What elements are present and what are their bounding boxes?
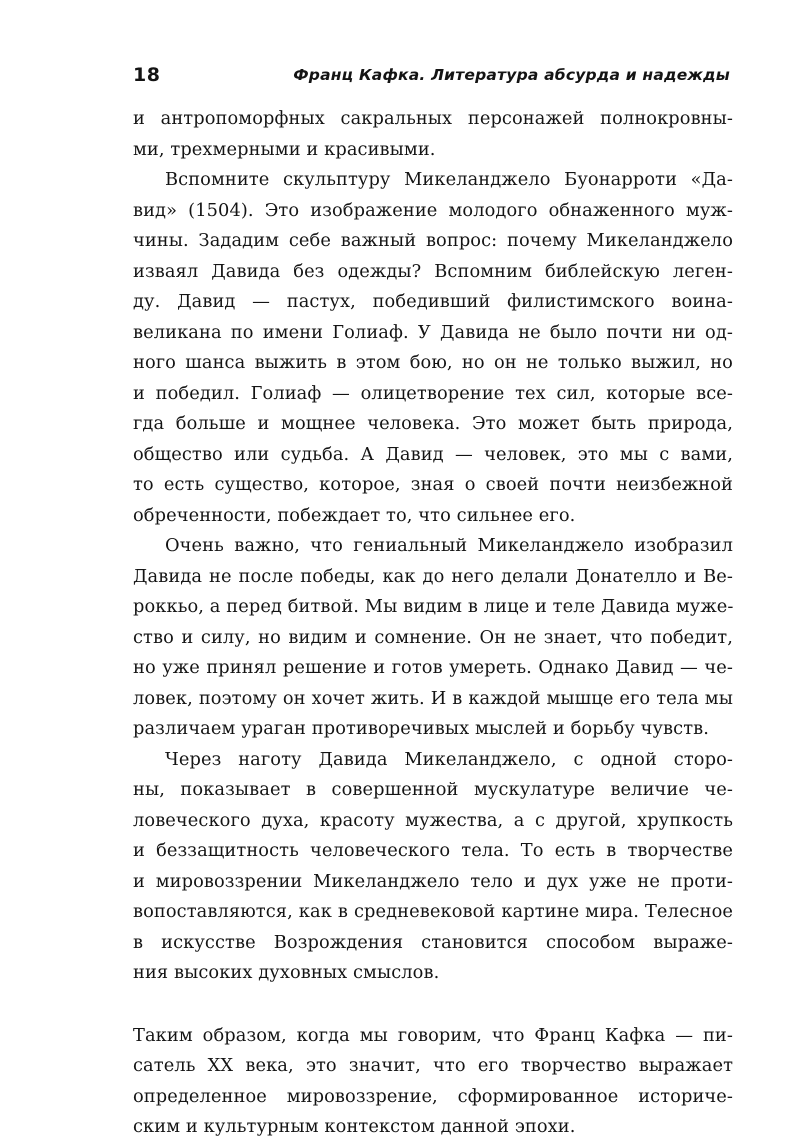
running-header [133, 60, 730, 90]
text-line: ство и силу, но видим и сомнение. Он не знает, что победит, [133, 627, 733, 648]
text-line: сатель XX века, это значит, что его творчество выражает [133, 1055, 733, 1076]
text-line: вид» (1504). Это изображение молодого обнаженного муж- [133, 200, 733, 221]
text-line: ного шанса выжить в этом бою, но он не только выжил, но [133, 352, 733, 373]
text-line: ны, показывает в совершенной мускулатуре величие че- [133, 779, 733, 800]
text-line: гда больше и мощнее человека. Это может быть природа, [133, 413, 733, 434]
text-line: различаем ураган противоречивых мыслей и борьбу чувств. [133, 718, 710, 739]
text-line: ния высоких духовных смыслов. [133, 962, 440, 983]
text-line: определенное мировоззрение, сформированное историче- [133, 1086, 733, 1107]
text-line: и беззащитность человеческого тела. То есть в творчестве [133, 840, 733, 861]
text-line: ловек, поэтому он хочет жить. И в каждой мышце его тела мы [133, 688, 733, 709]
text-line: Вспомните скульптуру Микеланджело Буонарроти «Да- [165, 169, 733, 190]
text-line: великана по имени Голиаф. У Давида не было почти ни од- [133, 322, 733, 343]
text-line: ми, трехмерными и красивыми. [133, 139, 436, 160]
text-line: Таким образом, когда мы говорим, что Франц Кафка — пи- [133, 1025, 733, 1046]
text-line: изваял Давида без одежды? Вспомним библейскую леген- [133, 261, 733, 282]
text-line: то есть существо, которое, зная о своей почти неизбежной [133, 474, 733, 495]
text-line: и победил. Голиаф — олицетворение тех сил, которые все- [133, 383, 733, 404]
text-line: Давида не после победы, как до него делали Донателло и Ве- [133, 566, 733, 587]
text-line: но уже принял решение и готов умереть. Однако Давид — че- [133, 657, 733, 678]
running-title: Франц Кафка. Литература абсурда и надежды [293, 66, 730, 84]
text-line: Через наготу Давида Микеланджело, с одной сторо- [165, 749, 733, 770]
text-line: и мировоззрении Микеланджело тело и дух уже не проти- [133, 871, 733, 892]
text-line: ским и культурным контекстом данной эпохи. [133, 1116, 576, 1137]
text-line: ловеческого духа, красоту мужества, а с другой, хрупкость [133, 810, 733, 831]
text-line: общество или судьба. А Давид — человек, это мы с вами, [133, 444, 733, 465]
text-line: роккьо, а перед битвой. Мы видим в лице и теле Давида муже- [133, 596, 734, 617]
text-line: обреченности, побеждает то, что сильнее его. [133, 505, 576, 526]
text-line: Очень важно, что гениальный Микеланджело изобразил [165, 535, 733, 556]
text-line: и антропоморфных сакральных персонажей полнокровны- [133, 108, 733, 129]
text-line: ду. Давид — пастух, победивший филистимского воина- [133, 291, 733, 312]
page-number: 18 [133, 64, 161, 86]
text-line: в искусстве Возрождения становится способом выраже- [133, 932, 733, 953]
text-line: чины. Зададим себе важный вопрос: почему Микеланджело [133, 230, 733, 251]
text-line: вопоставляются, как в средневековой картине мира. Телесное [133, 901, 733, 922]
